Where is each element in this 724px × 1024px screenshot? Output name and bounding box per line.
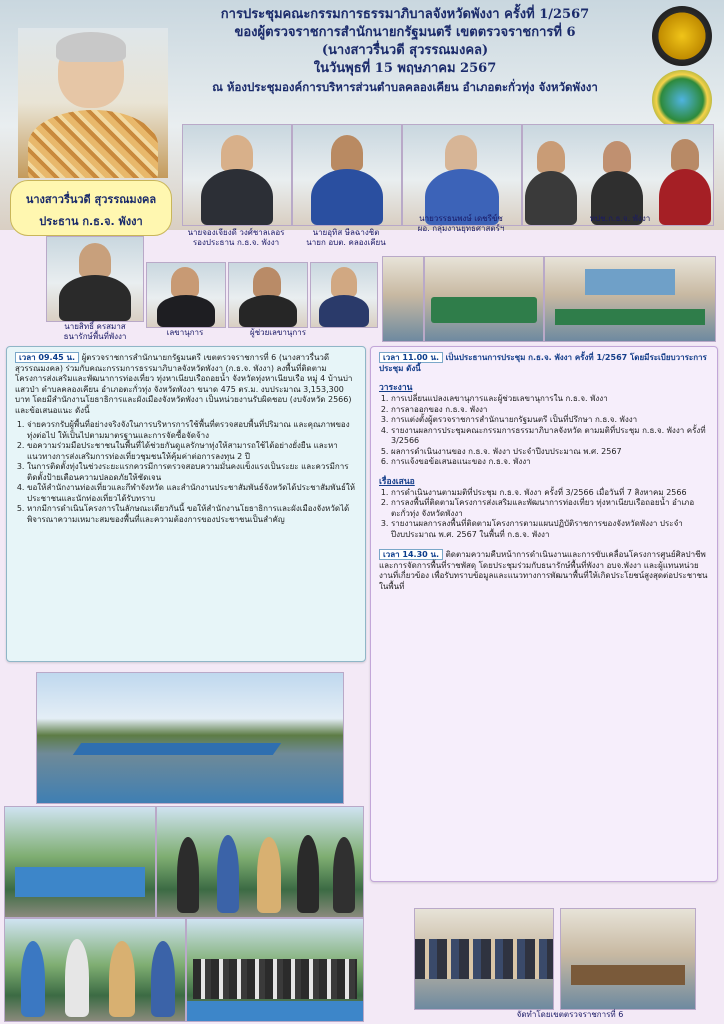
floating-pier-photo (36, 672, 344, 804)
chair-name-tag (10, 180, 172, 236)
site-visit-photo-2 (156, 806, 364, 918)
morning-visit-summary-box (6, 346, 366, 662)
recommendation-item: 3. ในการติดตั้งทุ่งในช่วงระยะแรกควรมีการตรวจสอบความมั่นคงแข็งแรงเป็นระยะ และควรมีการติดตั้งป้ายเตือนความปลอดภัยให้ชัดเจน (27, 462, 357, 483)
participant-photo-1 (182, 124, 292, 226)
site-visit-photo-1 (4, 806, 156, 918)
site-visit-photo-3 (4, 918, 186, 1022)
meeting-time: เวลา 11.00 น. (379, 352, 443, 363)
title-line-3: (นางสาวรื่นวดี สุวรรณมงคล) (321, 43, 489, 58)
recommendation-item: 1. จ่ายควรกรับผู้พื้นที่อย่างจริงจังในการบริหารการใช้พื้นที่ตรวจสอบพื้นที่ปริมาณ และคุณภาพของทุ่งต่อไป ให้เป็นไปตามมาตรฐานและการจัดซื้อจัดจ้าง (27, 420, 357, 441)
participant-photo-2 (292, 124, 402, 226)
participant-photo-3 (402, 124, 522, 226)
agenda-item: 3. การแต่งตั้งผู้ตรวจราชการสำนักนายกรัฐมนตรี เป็นที่ปรึกษา ก.ธ.จ. พังงา (391, 415, 709, 426)
results-list (379, 488, 709, 541)
agenda-item: 4. รายงานผลการประชุมคณะกรรมการธรรมาภิบาลจังหวัด ตามมติที่ประชุม ก.ธ.จ. พังงา ครั้งที่ 3/2566 (391, 426, 709, 447)
meeting-photo-2 (424, 256, 544, 342)
agenda-item: 6. การแจ้งขอข้อเสนอแนะของ ก.ธ.จ. พังงา (391, 457, 709, 468)
agenda-item: 5. ผลการดำเนินงานของ ก.ธ.จ. พังงา ประจำปีงบประมาณ พ.ศ. 2567 (391, 447, 709, 458)
government-seal-logo (652, 6, 712, 66)
recommendation-item: 2. ขอความร่วมมือประชาชนในพื้นที่ได้ช่วยกันดูแลรักษาทุ่งให้สามารถใช้ได้อย่างยั่งยืน และหาแนวทางการส่งเสริมการท่องเที่ยวชุมชนให้คุ้มค่าต่อการลงทุน 2 ปี (27, 441, 357, 462)
caption-participant-1: นายจองเจียงดี วงศ์ชาลเลอร รองประธาน ก.ธ.จ. พังงา (187, 228, 285, 247)
recommendation-item: 5. หากมีการดำเนินโครงการในลักษณะเดียวกันนี้ ขอให้สำนักงานโยธาธิการและผังเมืองจังหวัดได้พิจารณาความเหมาะสมของพื้นที่และความต้องการของประชาชนเป็นสำคัญ (27, 504, 357, 525)
agenda-list (379, 394, 709, 468)
afternoon-meeting-photo-2 (560, 908, 696, 1010)
province-seal-logo (652, 70, 712, 130)
page-title (180, 6, 630, 96)
title-line-4: ในวันพุธที่ 15 พฤษภาคม 2567 (313, 61, 497, 76)
results-label: เรื่องเสนอ (379, 476, 415, 487)
footer-credit: จัดทำโดยเขตตรวจราชการที่ 6 (516, 1010, 624, 1019)
results-item: 3. รายงานผลการลงพื้นที่ติดตามโครงการตามแผนปฏิบัติราชการของจังหวัดพังงา ประจำปีงบประมาณ พ.ศ. 2567 ในพื้นที่ ก.ธ.จ. พังงา (391, 519, 709, 540)
caption-secretary: เลขานุการ (166, 328, 204, 337)
caption-participant-2: นายอุทิส ษีลฉางชิต นายก อบต. คลองเคียน (306, 228, 386, 247)
chair-portrait-photo (18, 28, 168, 178)
meeting-photo-3 (544, 256, 716, 342)
morning-visit-time: เวลา 09.45 น. (15, 352, 79, 363)
meeting-photo-1 (382, 256, 424, 342)
participant-photo-7 (228, 262, 308, 328)
title-line-2: ของผู้ตรวจราชการสำนักนายกรัฐมนตรี เขตตรวจราชการที่ 6 (234, 25, 576, 40)
results-item: 2. การลงพื้นที่ติดตามโครงการส่งเสริมและพัฒนาการท่องเที่ยว ทุ่งหาเนียบเรือถอยน้ำ อำเภอตะกั่วทุ่ง จังหวัดพังงา (391, 498, 709, 519)
results-item: 1. การดำเนินงานตามมติที่ประชุม ก.ธ.จ. พังงา ครั้งที่ 3/2566 เมื่อวันที่ 7 สิงหาคม 2566 (391, 488, 709, 499)
title-line-5: ณ ห้องประชุมองค์การบริหารส่วนตำบลคลองเคียน อำเภอตะกั่วทุ่ง จังหวัดพังงา (212, 80, 598, 94)
title-line-1: การประชุมคณะกรรมการธรรมาภิบาลจังหวัดพังงา ครั้งที่ 1/2567 (220, 7, 590, 22)
afternoon-paragraph: เวลา 14.30 น. ติดตามความคืบหน้าการดำเนินงานและการขับเคลื่อนโครงการศูนย์ศิลปาชีพ และการจัดการพื้นที่ราชพัสดุ โดยประชุมร่วมกับธนารักษ์พื้นที่พังงา อบจ.พังงา และผู้แทนหน่วยงานที่เกี่ยวข้อง เพื่อรับทราบข้อมูลและแนวทางการพัฒนาพื้นที่ให้เกิดประโยชน์สูงสุดต่อประชาชนในพื้นที่ (379, 550, 708, 591)
agenda-item: 1. การเปลี่ยนแปลงเลขานุการและผู้ช่วยเลขานุการใน ก.ธ.จ. พังงา (391, 394, 709, 405)
participant-photo-5 (46, 236, 144, 322)
agenda-item: 2. การลาออกของ ก.ธ.จ. พังงา (391, 405, 709, 416)
agenda-label: วาระงาน (379, 383, 413, 393)
caption-participant-3: นายวรรธนพงษ์ เดชรีข์ช ผอ. กลุ่มงานยุทธศาสตร์ฯ (417, 214, 505, 233)
chair-name: นางสาวรื่นวดี สุวรรณมงคล (25, 193, 157, 206)
participant-photo-6 (146, 262, 226, 328)
meeting-agenda-box (370, 346, 718, 882)
caption-participant-5: นายสิทธิ์ ครสมาส ธนารักษ์พื้นที่พังงา (63, 322, 127, 341)
meeting-heading: เวลา 11.00 น. เป็นประธานการประชุม ก.ธ.จ. พังงา ครั้งที่ 1/2567 โดยมีระเบียบวาระการประชุม ดังนี้ (379, 353, 707, 373)
caption-participant-4: ทปช.ก.ธ.จ. พังงา (589, 214, 651, 223)
group-photo (186, 918, 364, 1022)
participant-photo-4 (522, 124, 714, 226)
participant-photo-8 (310, 262, 378, 328)
afternoon-time: เวลา 14.30 น. (379, 549, 443, 560)
recommendation-item: 4. ขอให้สำนักงานท่องเที่ยวและกีฬาจังหวัด และสำนักงานประชาสัมพันธ์จังหวัดได้ประชาสัมพันธ์ให้ประชาชนและนักท่องเที่ยวได้รับทราบ (27, 483, 357, 504)
morning-visit-intro: เวลา 09.45 น. ผู้ตรวจราชการสำนักนายกรัฐมนตรี เขตตรวจราชการที่ 6 (นางสาวรื่นวดี สุวรรณมงคล) ร่วมกับคณะกรรมการธรรมาภิบาลจังหวัดพังงา (ก.ธ.จ. พังงา) ลงพื้นที่ติดตามโครงการส่งเสริมและพัฒนาการท่องเที่ยว ทุ่งหาเนียบเรือถอยน้ำ จังหวัดทุ่งหาเนียบเรือ หมู่ 4 บ้านบ่าแสวป่า ตำบลคลองเคียน อำเภอตะกั่วทุ่ง จังหวัดพังงา ขนาด 475 ตร.ม. งบประมาณ 3,153,300 บาท โดยมีสำนักงานโยธาธิการและผังเมืองจังหวัดพังงา เป็นหน่วยงานรับผิดชอบ (งบจังหวัด 2566) และข้อเสนอแนะ ดังนี้ (15, 353, 353, 415)
afternoon-meeting-photo-1 (414, 908, 554, 1010)
chair-role: ประธาน ก.ธ.จ. พังงา (39, 215, 143, 228)
morning-visit-recommendations (15, 420, 357, 525)
caption-assistant-secretary: ผู้ช่วยเลขานุการ (250, 328, 306, 337)
